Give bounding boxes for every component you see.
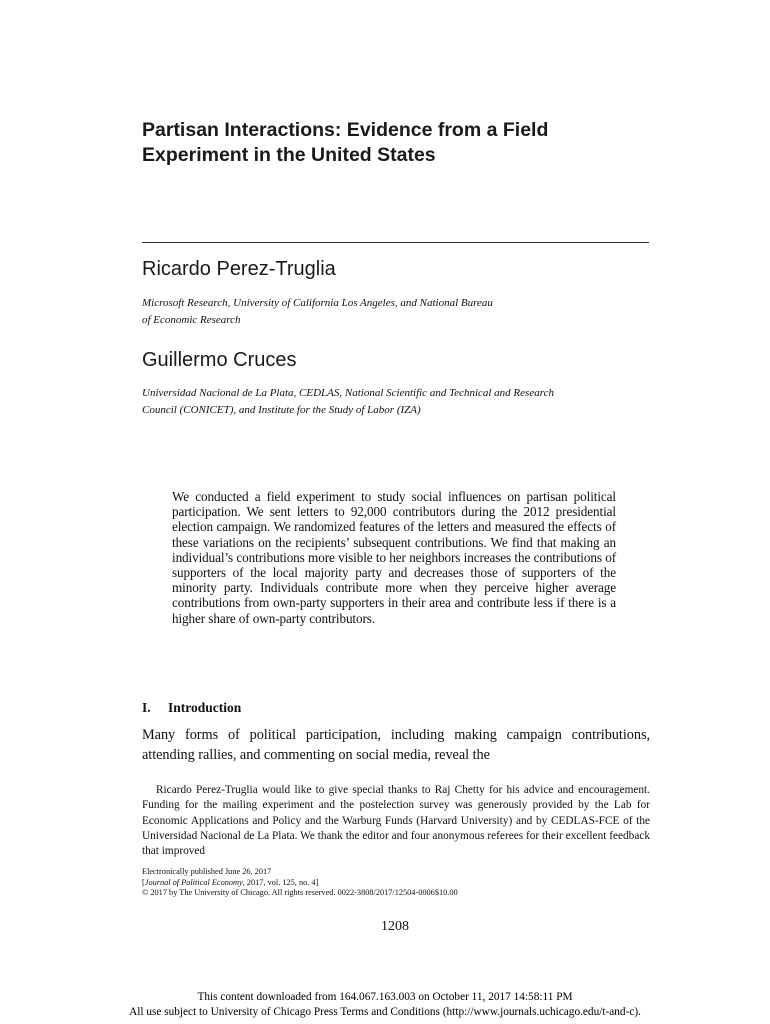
journal-citation (142, 878, 650, 889)
author-name: Ricardo Perez-Truglia (142, 258, 336, 280)
download-notice (0, 990, 770, 1020)
section-title: Introduction (168, 700, 242, 715)
author-name: Guillermo Cruces (142, 349, 297, 371)
copyright-notice: © 2017 by The University of Chicago. All rights reserved. 0022-3808/2017/12504-0006$10.00 (142, 888, 458, 897)
article-title (142, 118, 662, 168)
affiliation-line: Council (CONICET), and Institute for the Study of Labor (IZA) (142, 404, 421, 416)
affiliation-line: Universidad Nacional de La Plata, CEDLAS, National Scientific and Technical and Research (142, 387, 554, 399)
section-heading (142, 700, 241, 716)
affiliation-line: of Economic Research (142, 314, 241, 326)
page-number: 1208 (381, 919, 409, 934)
title-line: Experiment in the United States (142, 144, 436, 166)
download-line: This content downloaded from 164.067.163.003 on October 11, 2017 14:58:11 PM (197, 991, 573, 1003)
acknowledgment-footnote: Ricardo Perez-Truglia would like to give special thanks to Raj Chetty for his advice and encouragement. Funding for the mailing experiment and the postelection survey was generously provided by the Lab for Economic Applications and Policy and the Warburg Funds (Harvard University) and by CEDLAS-FCE of the Universidad Nacional de La Plata. We thank the editor and four anonymous referees for their excellent feedback that improved (142, 784, 650, 858)
citation-details: , 2017, vol. 125, no. 4] (242, 877, 319, 887)
author-affiliation (142, 295, 637, 329)
journal-name: Journal of Political Economy (144, 877, 243, 887)
affiliation-line: Microsoft Research, University of California Los Angeles, and National Bureau (142, 297, 493, 309)
author-affiliation (142, 385, 637, 419)
abstract-text: We conducted a field experiment to study social influences on partisan political participation. We sent letters to 92,000 contributors during the 2012 presidential election campaign. We randomized features of the letters and measured the effects of these variations on the recipients’ subsequent contributions. We find that making an individual’s contributions more visible to her neighbors increases the contributions of supporters of the local majority party and decreases those of supporters of the minority party. Individuals contribute more when they perceive higher average contributions from own-party supporters in their area and contribute less if there is a higher share of own-party contributors. (172, 489, 616, 626)
section-number: I. (142, 700, 151, 715)
publication-info (142, 867, 650, 899)
title-divider (142, 242, 649, 243)
intro-paragraph: Many forms of political participation, including making campaign contributions, attending rallies, and commenting on social media, reveal the (142, 727, 650, 763)
terms-line: All use subject to University of Chicago Press Terms and Conditions (http://www.journals.uchicago.edu/t-and-c). (129, 1006, 641, 1018)
title-line: Partisan Interactions: Evidence from a Field (142, 119, 549, 141)
citation-bracket: [ (142, 877, 145, 887)
published-date: Electronically published June 26, 2017 (142, 867, 272, 876)
